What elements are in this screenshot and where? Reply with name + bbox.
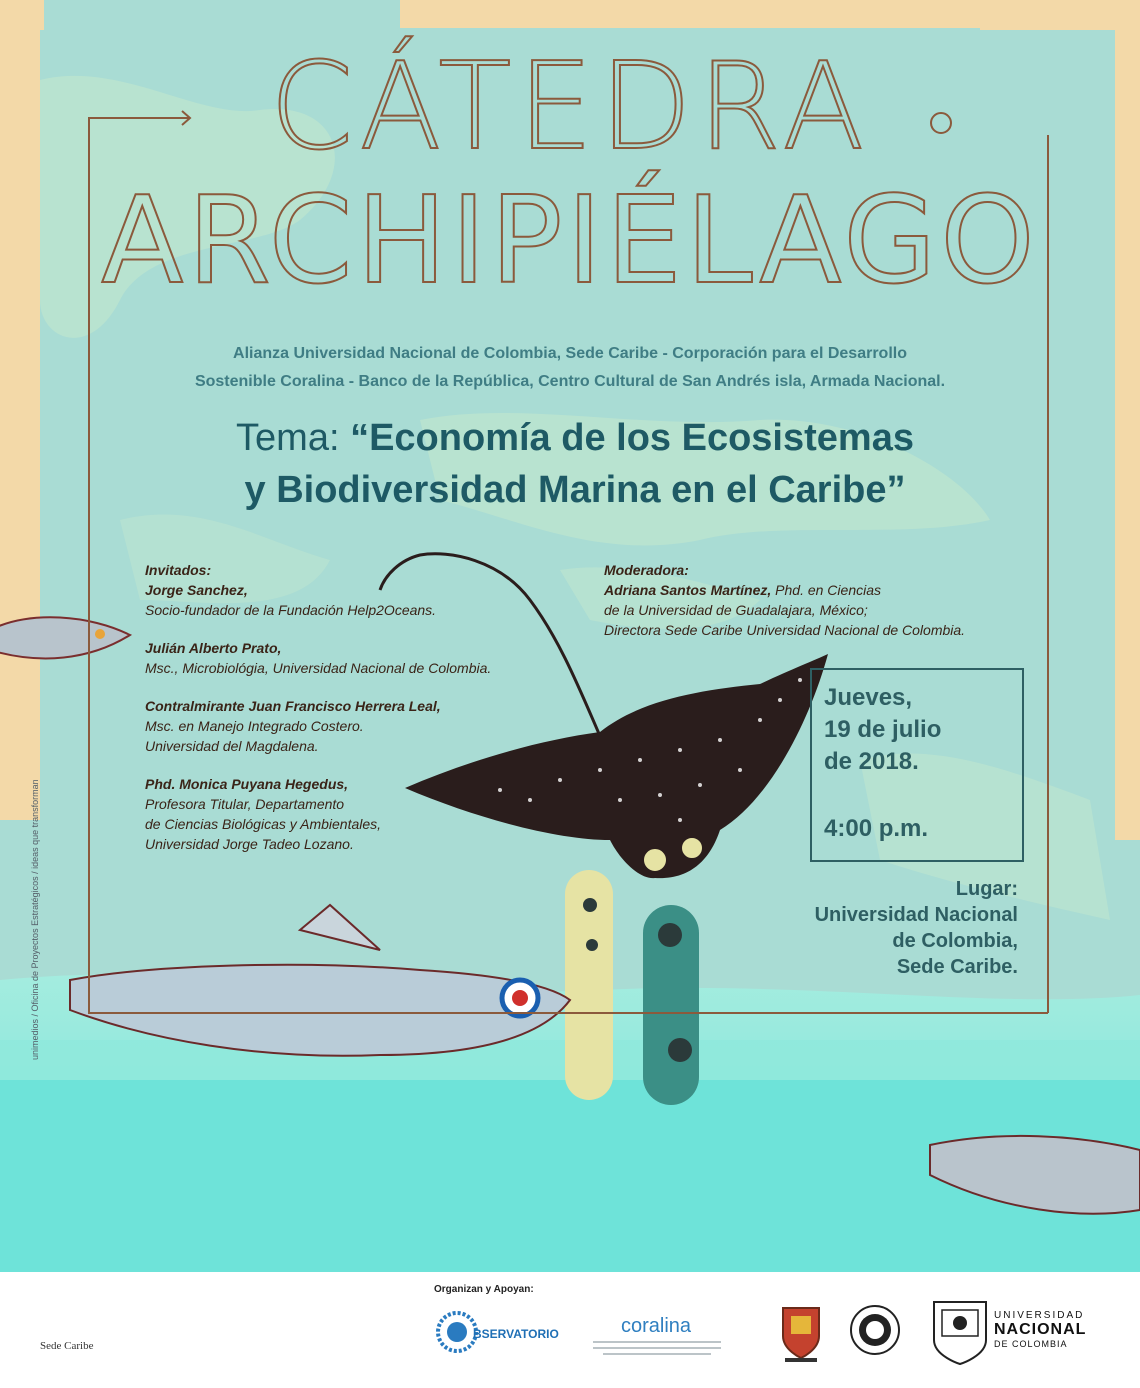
sede-label: Sede Caribe (40, 1340, 94, 1352)
frame-line-bottom (88, 1012, 1048, 1014)
side-credit: unimedios / Oficina de Proyectos Estratégicos / ideas que transforman (30, 779, 40, 1060)
venue-label: Lugar: (955, 878, 1018, 900)
unal-line: UNIVERSIDAD (994, 1310, 1085, 1321)
alliance-line: Alianza Universidad Nacional de Colombia, Sede Caribe - Corporación para el Desarrollo (233, 345, 907, 362)
guest-entry (145, 580, 565, 620)
theme-title-line: y Biodiversidad Marina en el Caribe” (244, 469, 906, 511)
moderator-detail: de la Universidad de Guadalajara, México; (604, 602, 868, 618)
seal-logo (849, 1304, 901, 1356)
moderator-name: Adriana Santos Martínez, (604, 582, 772, 598)
theme-heading (110, 412, 1040, 516)
unal-line: NACIONAL (994, 1321, 1087, 1338)
sand-strip-top (400, 0, 1140, 28)
theme-label: Tema: (236, 417, 340, 459)
unal-logo-text (994, 1310, 1086, 1349)
alliance-text (110, 340, 1030, 396)
title-catedra: CÁTEDRA (269, 38, 871, 177)
guests-column (145, 560, 565, 872)
event-date (824, 682, 941, 778)
guest-detail: Universidad del Magdalena. (145, 738, 319, 754)
venue-line: Universidad Nacional (814, 904, 1018, 926)
theme-title-line: “Economía de los Ecosistemas (350, 417, 914, 459)
guest-detail: de Ciencias Biológicas y Ambientales, (145, 816, 382, 832)
guest-detail: Universidad Jorge Tadeo Lozano. (145, 836, 354, 852)
guest-entry (145, 638, 565, 678)
organizers-label: Organizan y Apoyan: (434, 1284, 534, 1295)
coralina-logo (593, 1302, 721, 1362)
guest-name: Jorge Sanchez, (145, 582, 248, 598)
moderator-detail: Phd. en Ciencias (771, 582, 881, 598)
event-date-line: 19 de julio (824, 716, 942, 743)
guest-detail: Msc. en Manejo Integrado Costero. (145, 718, 364, 734)
venue-line: Sede Caribe. (896, 956, 1018, 978)
guest-detail: Msc., Microbiológia, Universidad Nacional de Colombia. (145, 660, 492, 676)
observatorio-logo-text: BSERVATORIO (473, 1327, 559, 1341)
moderator-heading: Moderadora: (604, 562, 689, 578)
venue-line: de Colombia, (892, 930, 1018, 952)
moderator-column (604, 560, 1024, 640)
event-time: 4:00 p.m. (824, 815, 929, 842)
alliance-line: Sostenible Coralina - Banco de la República, Centro Cultural de San Andrés isla, Armada Nacional. (194, 373, 946, 390)
event-day: Jueves, (824, 684, 913, 711)
guest-detail: Profesora Titular, Departamento (145, 796, 345, 812)
guest-name: Contralmirante Juan Francisco Herrera Leal, (145, 698, 441, 714)
moderator-detail: Directora Sede Caribe Universidad Nacional de Colombia. (604, 622, 966, 638)
venue (760, 876, 1018, 980)
navy-shield-logo (777, 1300, 825, 1364)
coralina-logo-text: coralina (621, 1315, 692, 1337)
observatorio-logo (435, 1302, 570, 1362)
guests-heading: Invitados: (145, 562, 212, 578)
unal-line: DE COLOMBIA (994, 1339, 1068, 1349)
guest-detail: Socio-fundador de la Fundación Help2Oceans. (145, 602, 437, 618)
guest-entry (145, 774, 565, 854)
title-archipielago: ARCHIPIÉLAGO (101, 172, 1039, 311)
guest-entry (145, 696, 565, 756)
guest-name: Phd. Monica Puyana Hegedus, (145, 776, 349, 792)
event-date-line: de 2018. (824, 748, 919, 775)
guest-name: Julián Alberto Prato, (145, 640, 282, 656)
